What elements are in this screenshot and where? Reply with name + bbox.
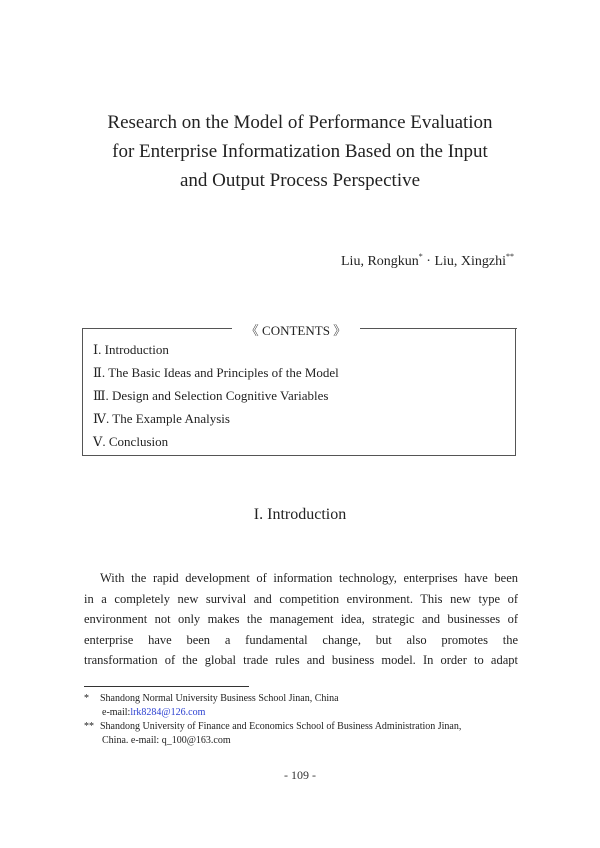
footnote-1-email-link[interactable]: lrk8284@126.com [130, 707, 206, 718]
author-2-mark: ** [506, 252, 514, 261]
title-line-3: and Output Process Perspective [179, 170, 421, 191]
paper-title [60, 108, 540, 195]
title-line-2: for Enterprise Informatization Based on the Input [112, 141, 488, 162]
contents-item-example-analysis: Ⅳ. The Example Analysis [93, 411, 230, 426]
title-line-1: Research on the Model of Performance Evaluation [107, 112, 493, 133]
body-line: With the rapid development of information technology, enterprises have been [100, 571, 518, 585]
section-heading-introduction: I. Introduction [253, 506, 347, 523]
author-2: Liu, Xingzhi [434, 254, 506, 269]
footnote-1-email-line [84, 706, 520, 720]
author-line [341, 252, 514, 270]
contents-heading: 《 CONTENTS 》 [245, 323, 347, 338]
footnote-2-continuation: China. e-mail: q_100@163.com [102, 735, 231, 746]
footnote-1-email-label: e-mail: [102, 707, 131, 718]
contents-list [93, 338, 339, 453]
author-separator: · [426, 254, 431, 269]
page-number: - 109 - [284, 768, 316, 782]
body-line: enterprise have been a fundamental change, but also promotes the [84, 632, 518, 647]
body-line: transformation of the global trade rules and business model. In order to adapt [84, 653, 518, 667]
footnote-2 [84, 720, 520, 734]
body-paragraph [84, 568, 518, 671]
contents-item-design-variables: Ⅲ. Design and Selection Cognitive Variables [93, 388, 329, 403]
author-1: Liu, Rongkun [341, 254, 419, 269]
footnote-1-mark: * [84, 693, 89, 704]
contents-item-conclusion: Ⅴ. Conclusion [93, 434, 169, 449]
body-line: environment not only makes the management idea, strategic and businesses of [84, 612, 518, 626]
author-1-mark: * [418, 252, 423, 261]
footnote-divider [84, 686, 249, 687]
footnote-2-mark: ** [84, 721, 94, 732]
footnote-1 [84, 692, 520, 706]
contents-border-right [360, 328, 517, 329]
contents-item-basic-ideas: Ⅱ. The Basic Ideas and Principles of the Model [93, 365, 339, 380]
footnote-1-text: Shandong Normal University Business School Jinan, China [100, 693, 339, 704]
footnote-2-text: Shandong University of Finance and Economics School of Business Administration Jinan, [100, 721, 462, 732]
contents-item-introduction: Ⅰ. Introduction [93, 342, 169, 357]
footnotes [84, 692, 520, 748]
contents-border-left [82, 328, 232, 329]
body-line: in a completely new survival and competition environment. This new type of [84, 591, 518, 606]
